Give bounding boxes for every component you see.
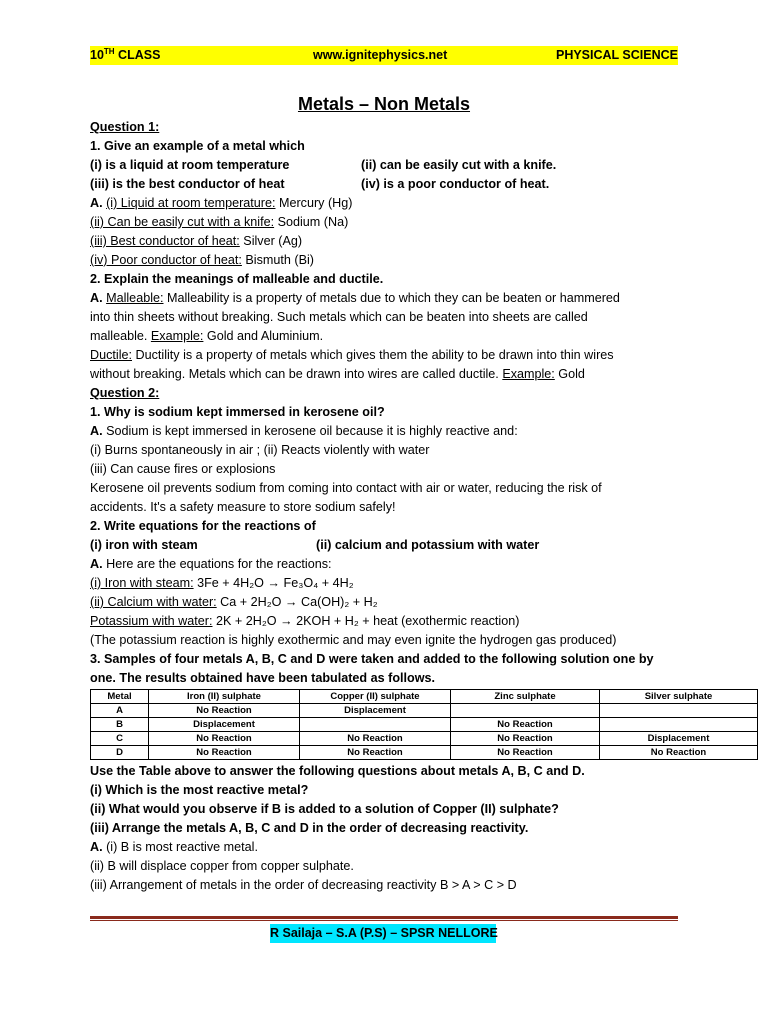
table-cell — [451, 704, 600, 718]
q2-part3-line1: 3. Samples of four metals A, B, C and D were taken and added to the following solution one by — [90, 652, 654, 666]
q2-answer1-line3: (iii) Can cause fires or explosions — [90, 462, 276, 476]
q1-part1-row2: (iii) is the best conductor of heat (iv) is a poor conductor of heat. — [90, 177, 550, 191]
q1-part1: 1. Give an example of a metal which — [90, 139, 305, 153]
q2-answer2-intro: A. Here are the equations for the reactions: — [90, 557, 332, 571]
q2-answer1-line1: A. Sodium is kept immersed in kerosene oil because it is highly reactive and: — [90, 424, 518, 438]
table-header-cell: Metal — [91, 690, 149, 704]
table-answer-1: A. (i) B is most reactive metal. — [90, 840, 258, 854]
table-cell: D — [91, 746, 149, 760]
page-footer: R Sailaja – S.A (P.S) – SPSR NELLORE — [270, 924, 496, 943]
table-row — [91, 704, 758, 718]
table-cell: No Reaction — [149, 732, 300, 746]
table-cell: No Reaction — [451, 746, 600, 760]
table-cell: A — [91, 704, 149, 718]
equation-iron: (i) Iron with steam: 3Fe + 4H₂O → Fe₃O₄ + 4H₂ — [90, 576, 354, 590]
page-title: Metals – Non Metals — [297, 94, 471, 114]
table-header-cell: Copper (II) sulphate — [300, 690, 451, 704]
table-cell: B — [91, 718, 149, 732]
malleable-line-3: malleable. Example: Gold and Aluminium. — [90, 329, 324, 343]
q2-answer1-line5: accidents. It's a safety measure to store sodium safely! — [90, 500, 396, 514]
table-row — [91, 746, 758, 760]
malleable-line-1: A. Malleable: Malleability is a property of metals due to which they can be beaten or hammered — [90, 291, 620, 305]
footer-rule-thick — [90, 916, 678, 919]
q2-part3-line2: one. The results obtained have been tabulated as follows. — [90, 671, 435, 685]
table-cell: No Reaction — [451, 732, 600, 746]
table-header-cell: Iron (II) sulphate — [149, 690, 300, 704]
table-header-row — [91, 690, 758, 704]
page-header — [90, 46, 678, 65]
table-question-3: (iii) Arrange the metals A, B, C and D in the order of decreasing reactivity. — [90, 821, 529, 835]
header-class: 10TH CLASS — [90, 46, 161, 62]
table-cell: No Reaction — [451, 718, 600, 732]
q1-answer-1: A. (i) Liquid at room temperature: Mercury (Hg) — [90, 196, 353, 210]
q2-part2-options: (i) iron with steam (ii) calcium and potassium with water — [90, 538, 540, 552]
header-website: www.ignitephysics.net — [313, 48, 448, 62]
table-cell — [600, 704, 758, 718]
table-cell: No Reaction — [149, 746, 300, 760]
potassium-note: (The potassium reaction is highly exothermic and may even ignite the hydrogen gas produced) — [90, 633, 617, 647]
q1-part2: 2. Explain the meanings of malleable and ductile. — [90, 272, 384, 286]
table-question-2: (ii) What would you observe if B is added to a solution of Copper (II) sulphate? — [90, 802, 559, 816]
ductile-line-1: Ductile: Ductility is a property of metals which gives them the ability to be drawn into thin wires — [90, 348, 614, 362]
q1-answer-4: (iv) Poor conductor of heat: Bismuth (Bi) — [90, 253, 314, 267]
ductile-line-2: without breaking. Metals which can be drawn into wires are called ductile. Example: Gold — [90, 367, 585, 381]
table-cell: Displacement — [600, 732, 758, 746]
q2-heading: Question 2: — [90, 386, 160, 400]
table-header-cell: Zinc sulphate — [451, 690, 600, 704]
table-cell: C — [91, 732, 149, 746]
equation-potassium: Potassium with water: 2K + 2H₂O → 2KOH + H₂ + heat (exothermic reaction) — [90, 614, 520, 628]
table-header-cell: Silver sulphate — [600, 690, 758, 704]
table-cell — [600, 718, 758, 732]
table-cell: No Reaction — [300, 732, 451, 746]
table-question-intro: Use the Table above to answer the following questions about metals A, B, C and D. — [90, 764, 585, 778]
q1-part1-row1: (i) is a liquid at room temperature (ii) can be easily cut with a knife. — [90, 158, 557, 172]
q2-answer1-line2: (i) Burns spontaneously in air ; (ii) Reacts violently with water — [90, 443, 430, 457]
malleable-line-2: into thin sheets without breaking. Such metals which can be beaten into sheets are called — [90, 310, 588, 324]
q2-answer1-line4: Kerosene oil prevents sodium from coming into contact with air or water, reducing the risk of — [90, 481, 602, 495]
q2-part1: 1. Why is sodium kept immersed in kerosene oil? — [90, 405, 385, 419]
footer-rule-thin — [90, 920, 678, 921]
table-question-1: (i) Which is the most reactive metal? — [90, 783, 309, 797]
table-cell: No Reaction — [600, 746, 758, 760]
q1-answer-3: (iii) Best conductor of heat: Silver (Ag) — [90, 234, 303, 248]
table-row — [91, 732, 758, 746]
table-row — [91, 718, 758, 732]
q1-answer-2: (ii) Can be easily cut with a knife: Sodium (Na) — [90, 215, 349, 229]
results-table — [90, 689, 758, 760]
table-cell — [300, 718, 451, 732]
document-body — [90, 118, 713, 895]
table-answer-3: (iii) Arrangement of metals in the order of decreasing reactivity B > A > C > D — [90, 878, 517, 892]
q2-part2: 2. Write equations for the reactions of — [90, 519, 316, 533]
table-answer-2: (ii) B will displace copper from copper sulphate. — [90, 859, 354, 873]
table-cell: No Reaction — [149, 704, 300, 718]
q1-heading: Question 1: — [90, 120, 160, 134]
table-cell: No Reaction — [300, 746, 451, 760]
table-cell: Displacement — [300, 704, 451, 718]
table-cell: Displacement — [149, 718, 300, 732]
equation-calcium: (ii) Calcium with water: Ca + 2H₂O → Ca(OH)₂ + H₂ — [90, 595, 378, 609]
header-subject: PHYSICAL SCIENCE — [555, 48, 678, 62]
